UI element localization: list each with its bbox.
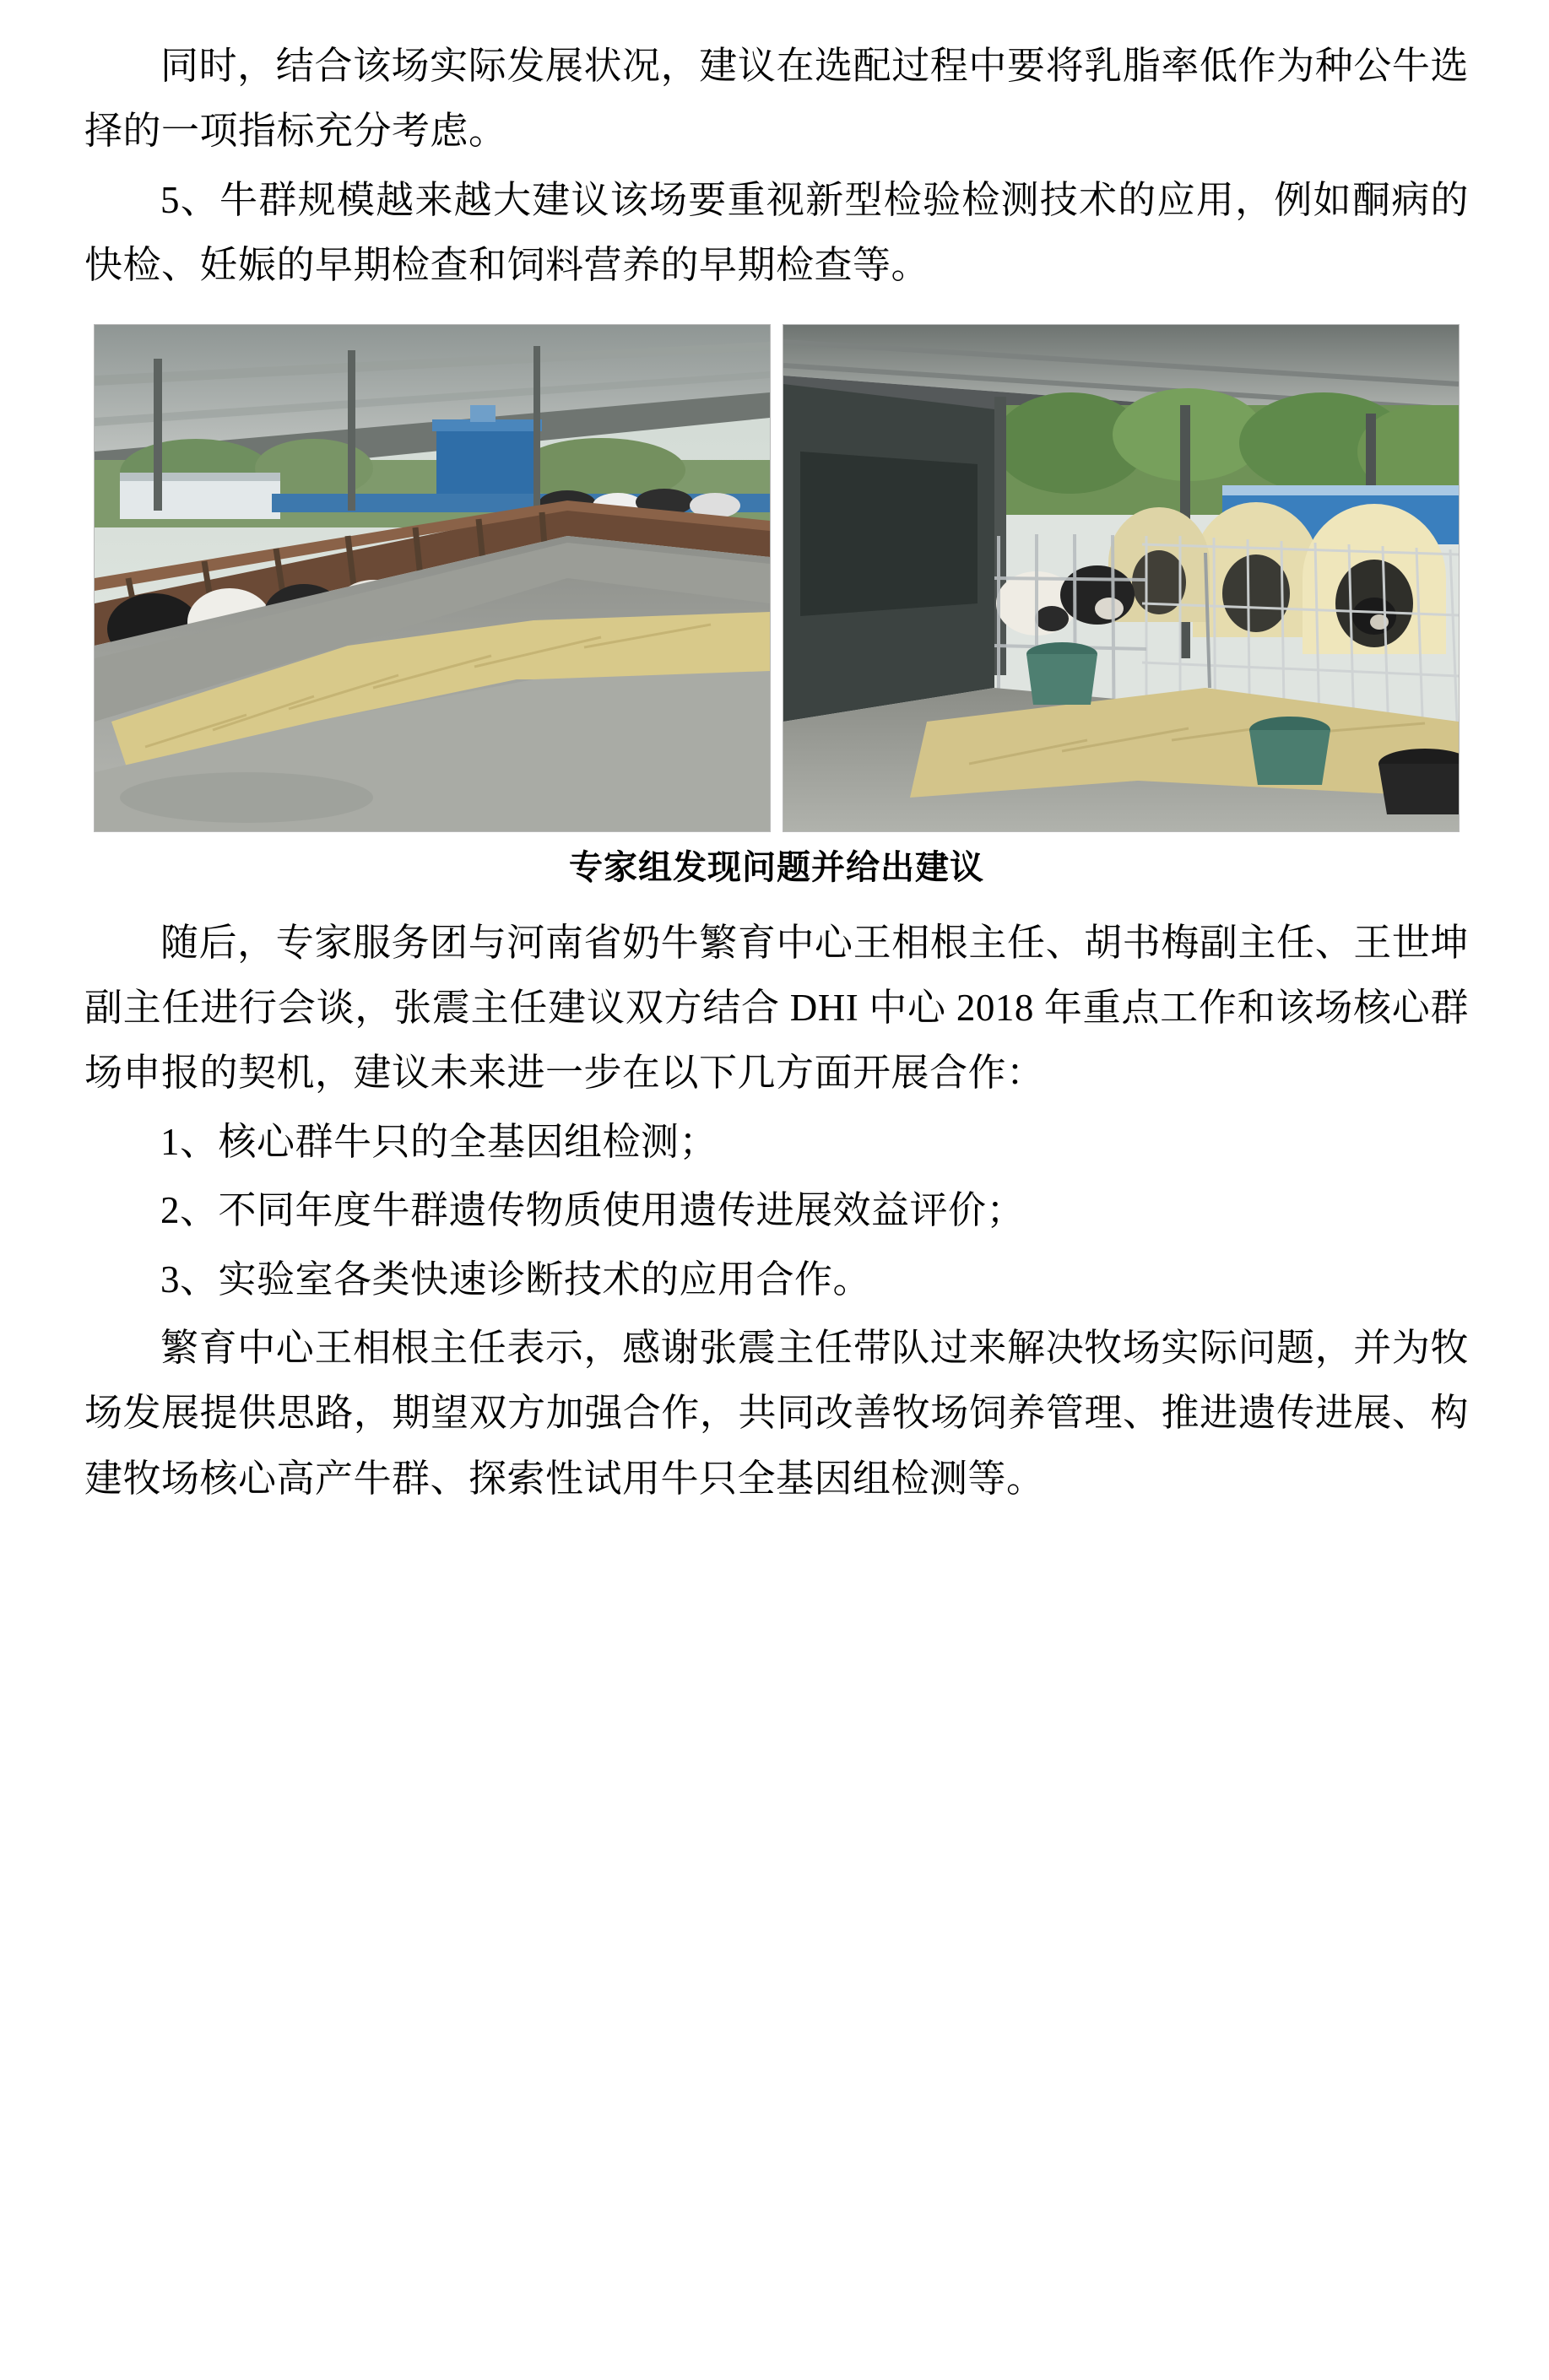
photo-left-graphic <box>95 325 770 831</box>
figure-caption: 专家组发现问题并给出建议 <box>569 848 984 886</box>
numbered-item-3: 3、实验室各类快速诊断技术的应用合作。 <box>160 1258 872 1301</box>
paragraph-3: 随后，专家服务团与河南省奶牛繁育中心王相根主任、胡书梅副主任、王世坤副主任进行会谈，张震主任建议双方结合 DHI 中心 2018 年重点工作和该场核心群场申报的契机，建议未来进一步在以下几方面开展合作： <box>84 921 1469 1095</box>
figure-image-row <box>84 324 1469 832</box>
photo-left-cows-feeding <box>94 324 771 832</box>
photo-right-calf-hutches <box>783 324 1460 832</box>
paragraph-1: 同时，结合该场实际发展状况，建议在选配过程中要将乳脂率低作为种公牛选择的一项指标充分考虑。 <box>84 45 1469 153</box>
photo-right-graphic <box>783 325 1459 831</box>
paragraph-2: 5、牛群规模越来越大建议该场要重视新型检验检测技术的应用，例如酮病的快检、妊娠的早期检查和饲料营养的早期检查等。 <box>84 178 1469 287</box>
numbered-item-2: 2、不同年度牛群遗传物质使用遗传进展效益评价； <box>160 1189 1026 1232</box>
paragraph-4: 繁育中心王相根主任表示，感谢张震主任带队过来解决牧场实际问题，并为牧场发展提供思路，期望双方加强合作，共同改善牧场饲养管理、推进遗传进展、构建牧场核心高产牛群、探索性试用牛只全基因组检测等。 <box>84 1326 1469 1500</box>
numbered-item-1: 1、核心群牛只的全基因组检测； <box>160 1120 718 1163</box>
